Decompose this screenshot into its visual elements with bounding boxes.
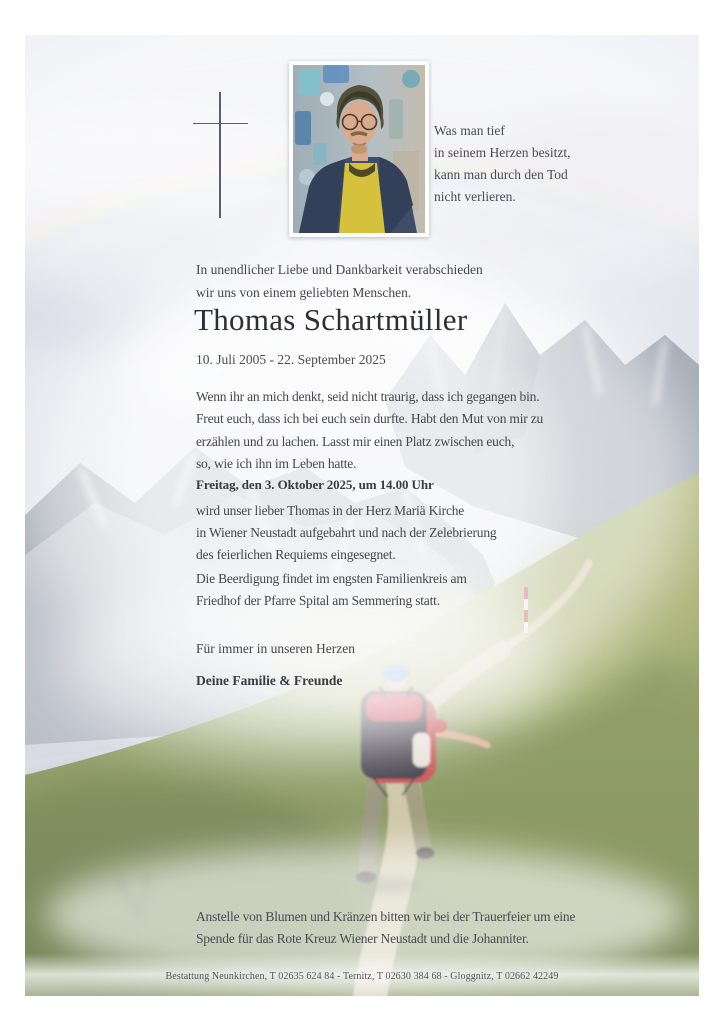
service-details xyxy=(196,500,496,565)
intro-line: wir uns von einem geliebten Menschen. xyxy=(196,285,412,300)
cross-horizontal-bar xyxy=(193,123,248,125)
donation-note xyxy=(196,906,575,951)
life-dates: 10. Juli 2005 - 22. September 2025 xyxy=(196,352,386,367)
burial-line: Die Beerdigung findet im engsten Familienkreis am xyxy=(196,571,467,586)
memorial-quote xyxy=(434,120,570,208)
service-line: des feierlichen Requiems eingesegnet. xyxy=(196,546,396,562)
quote-line: in seinem Herzen besitzt, xyxy=(434,145,571,160)
cross-vertical-bar xyxy=(219,92,221,218)
poem-line: Wenn ihr an mich denkt, seid nicht traurig, dass ich gegangen bin. xyxy=(196,389,540,404)
burial-line: Friedhof der Pfarre Spital am Semmering statt. xyxy=(196,593,440,609)
deceased-name: Thomas Schartmüller xyxy=(194,302,468,337)
poem-line: so, wie ich ihn im Leben hatte. xyxy=(196,455,357,471)
family-signature: Deine Familie & Freunde xyxy=(196,673,343,688)
service-line: wird unser lieber Thomas in der Herz Mariä Kirche xyxy=(196,503,465,518)
intro-text xyxy=(196,258,483,304)
farewell-poem xyxy=(196,386,543,475)
burial-details xyxy=(196,568,467,613)
intro-line: In unendlicher Liebe und Dankbarkeit verabschieden xyxy=(196,262,483,277)
donation-line: Spende für das Rote Kreuz Wiener Neustadt und die Johanniter. xyxy=(196,931,529,947)
donation-line: Anstelle von Blumen und Kränzen bitten wir bei der Trauerfeier um eine xyxy=(196,909,576,924)
service-datetime: Freitag, den 3. Oktober 2025, um 14.00 Uhr xyxy=(196,477,434,492)
portrait-photo xyxy=(289,61,429,237)
quote-line: kann man durch den Tod xyxy=(434,167,568,182)
funeral-home-footer: Bestattung Neunkirchen, T 02635 624 84 - Ternitz, T 02630 384 68 - Gloggnitz, T 02662 42249 xyxy=(165,971,559,982)
quote-line: nicht verlieren. xyxy=(434,189,516,204)
quote-line: Was man tief xyxy=(434,123,505,138)
remembrance-line: Für immer in unseren Herzen xyxy=(196,641,355,656)
poem-line: erzählen und zu lachen. Lasst mir einen Platz zwischen euch, xyxy=(196,433,515,449)
service-line: in Wiener Neustadt aufgebahrt und nach der Zelebrierung xyxy=(196,524,497,540)
poem-line: Freut euch, dass ich bei euch sein durfte. Habt den Mut von mir zu xyxy=(196,411,544,427)
